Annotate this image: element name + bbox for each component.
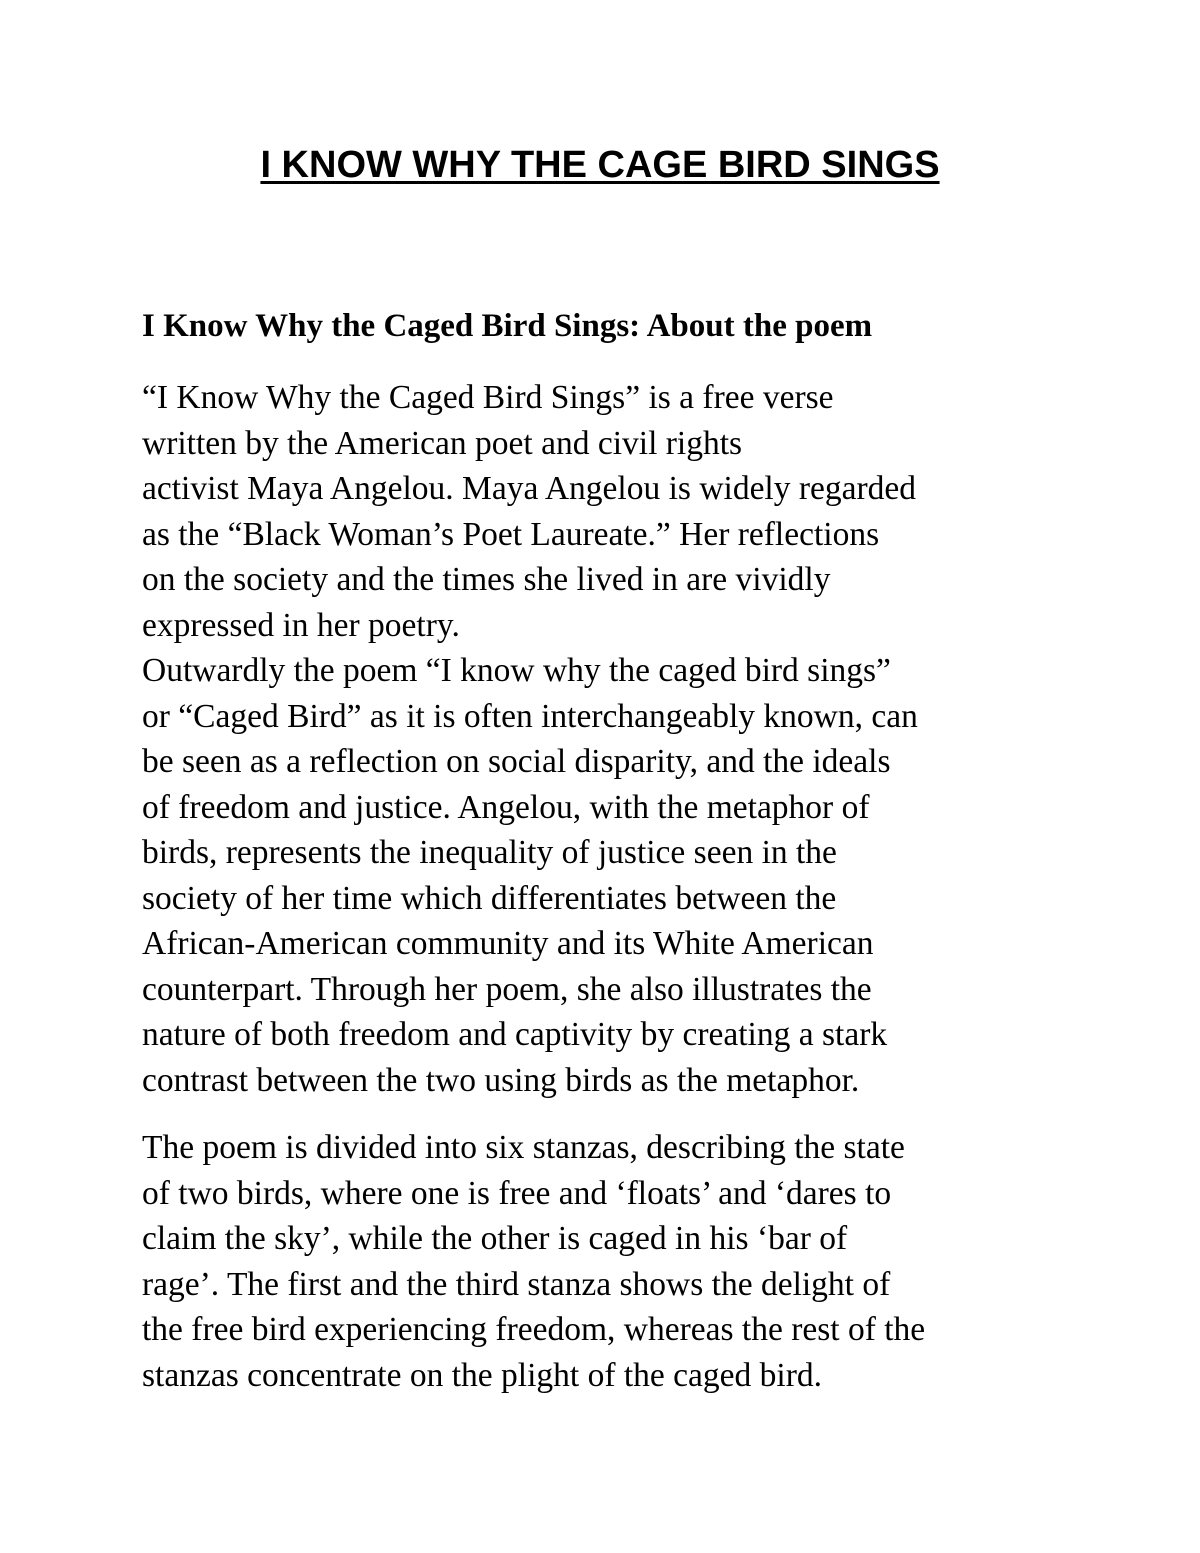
text-line: of two birds, where one is free and ‘floats’ and ‘dares to — [142, 1174, 892, 1212]
text-line: birds, represents the inequality of justice seen in the — [142, 834, 837, 871]
text-line: be seen as a reflection on social disparity, and the ideals — [142, 743, 891, 780]
text-line: Outwardly the poem “I know why the caged bird sings” — [142, 652, 891, 689]
body-paragraph — [142, 1125, 925, 1398]
text-line: contrast between the two using birds as the metaphor. — [142, 1061, 860, 1099]
text-line: written by the American poet and civil rights — [142, 424, 743, 462]
text-line: the free bird experiencing freedom, whereas the rest of the — [142, 1311, 926, 1348]
text-line: as the “Black Woman’s Poet Laureate.” Her reflections — [142, 515, 880, 553]
text-line: “I Know Why the Caged Bird Sings” is a free verse — [142, 379, 834, 416]
text-line: expressed in her poetry. — [142, 606, 460, 644]
text-line: counterpart. Through her poem, she also illustrates the — [142, 970, 872, 1008]
text-line: or “Caged Bird” as it is often interchangeably known, can — [142, 697, 918, 735]
text-line: The poem is divided into six stanzas, describing the state — [142, 1129, 905, 1166]
text-line: on the society and the times she lived in are vividly — [142, 561, 831, 598]
text-line: African-American community and its White American — [142, 925, 874, 962]
body-paragraph — [142, 375, 918, 1103]
text-line: of freedom and justice. Angelou, with the metaphor of — [142, 788, 870, 826]
text-line: activist Maya Angelou. Maya Angelou is widely regarded — [142, 470, 917, 507]
text-line: stanzas concentrate on the plight of the caged bird. — [142, 1356, 822, 1394]
document-title: I KNOW WHY THE CAGE BIRD SINGS — [260, 144, 940, 186]
text-line: claim the sky’, while the other is caged in his ‘bar of — [142, 1220, 848, 1257]
text-line: society of her time which differentiates between the — [142, 879, 837, 917]
text-line: nature of both freedom and captivity by creating a stark — [142, 1016, 888, 1053]
text-line: rage’. The first and the third stanza shows the delight of — [142, 1265, 891, 1303]
section-heading: I Know Why the Caged Bird Sings: About the poem — [142, 308, 873, 344]
